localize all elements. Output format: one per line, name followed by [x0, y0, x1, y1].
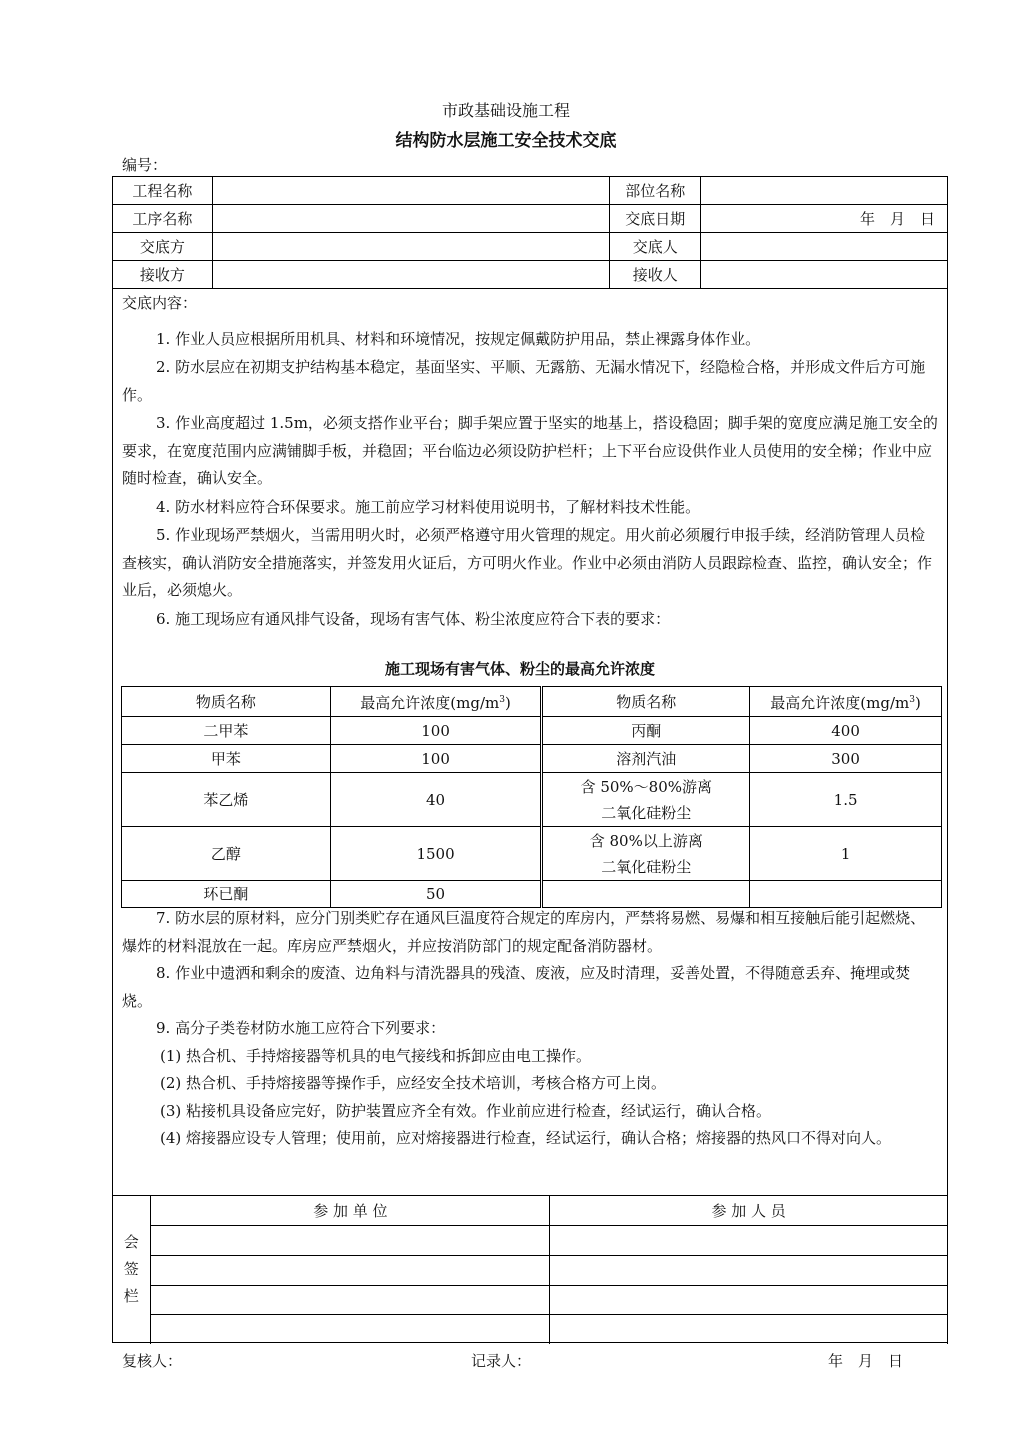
table-cell: 苯乙烯 — [122, 773, 331, 827]
table-row — [113, 261, 948, 289]
receiver-party-field[interactable] — [212, 261, 609, 289]
table-row — [112, 1286, 948, 1315]
table-cell — [542, 881, 750, 908]
giver-person-field[interactable] — [701, 233, 948, 261]
table-cell: 100 — [330, 717, 542, 745]
part-name-field[interactable] — [701, 177, 948, 205]
person-field[interactable] — [550, 1256, 948, 1286]
table-cell: 乙醇 — [122, 827, 331, 881]
table-cell — [750, 881, 942, 908]
document-title: 市政基础设施工程 — [441, 101, 570, 120]
table-row — [112, 1256, 948, 1286]
content-item: 3. 作业高度超过 1.5m，必须支搭作业平台；脚手架应置于坚实的地基上，搭设稳固；脚手架的宽度应满足施工安全的要求，在宽度范围内应满铺脚手板，并稳固；平台临边必须设防护栏杆；上下平台应设供作业人员使用的安全梯；作业中应随时检查，确认安全。 — [122, 414, 938, 487]
table-cell: 含 50%～80%游离 二氧化硅粉尘 — [542, 773, 750, 827]
column-header: 最高允许浓度$(mg/m^3)$ — [750, 687, 942, 717]
content-sub-item: (4) 熔接器应设专人管理；使用前，应对熔接器进行检查，经试运行，确认合格；熔接器的热风口不得对向人。 — [160, 1129, 892, 1147]
giver-person-label: 交底人 — [610, 233, 701, 261]
content-item: 7. 防水层的原材料，应分门别类贮存在通风巨温度符合规定的库房内，严禁将易燃、易爆和相互接触后能引起燃烧、爆炸的材料混放在一起。库房应严禁烟火，并应按消防部门的规定配备消防器材。 — [122, 909, 926, 955]
process-name-label: 工序名称 — [113, 205, 213, 233]
gas-table — [121, 686, 942, 908]
table-cell: 甲苯 — [122, 745, 331, 773]
table-row — [122, 773, 942, 827]
table-row — [112, 1315, 948, 1344]
person-field[interactable] — [550, 1286, 948, 1315]
table-row — [122, 881, 942, 908]
unit-field[interactable] — [151, 1256, 550, 1286]
person-header: 参 加 人 员 — [550, 1196, 948, 1226]
content-item: 2. 防水层应在初期支护结构基本稳定，基面坚实、平顺、无露筋、无漏水情况下，经隐检合格，并形成文件后方可施作。 — [122, 358, 926, 404]
table-cell: 1 — [750, 827, 942, 881]
gas-table-title: 施工现场有害气体、粉尘的最高允许浓度 — [384, 660, 655, 678]
date-field[interactable]: 年 月 日 — [701, 205, 948, 233]
unit-field[interactable] — [151, 1286, 550, 1315]
content-sub-item: (3) 粘接机具设备应完好，防护装置应齐全有效。作业前应进行检查，经试运行，确认合格。 — [160, 1101, 772, 1120]
table-cell: 40 — [330, 773, 542, 827]
content-item: 1. 作业人员应根据所用机具、材料和环境情况，按规定佩戴防护用品，禁止裸露身体作业。 — [156, 329, 761, 348]
content-heading: 交底内容： — [122, 294, 198, 312]
table-row — [122, 717, 942, 745]
table-cell: 100 — [330, 745, 542, 773]
column-header: 最高允许浓度$(mg/m^3)$ — [330, 687, 542, 717]
signature-table — [112, 1195, 948, 1344]
document-subtitle: 结构防水层施工安全技术交底 — [395, 131, 617, 151]
content-item: 5. 作业现场严禁烟火，当需用明火时，必须严格遵守用火管理的规定。用火前必须履行申报手续，经消防管理人员检查核实，确认消防安全措施落实，并签发用火证后，方可明火作业。作业中必须由消防人员跟踪检查、监控，确认安全；作业后，必须熄火。 — [122, 526, 933, 599]
receiver-person-field[interactable] — [701, 261, 948, 289]
reviewer-label: 复核人： — [122, 1352, 183, 1370]
info-table — [112, 176, 948, 289]
table-cell: 50 — [330, 881, 542, 908]
unit-field[interactable] — [151, 1226, 550, 1256]
content-item: 4. 防水材料应符合环保要求。施工前应学习材料使用说明书，了解材料技术性能。 — [156, 497, 701, 516]
content-sub-item: (1) 热合机、手持熔接器等机具的电气接线和拆卸应由电工操作。 — [160, 1046, 592, 1065]
table-cell: 含 80%以上游离 二氧化硅粉尘 — [542, 827, 750, 881]
receiver-person-label: 接收人 — [610, 261, 701, 289]
part-name-label: 部位名称 — [610, 177, 701, 205]
table-row — [113, 177, 948, 205]
disclosure-content — [122, 290, 938, 633]
sign-side-label: 会 签 栏 — [112, 1196, 151, 1344]
content-item: 8. 作业中遗洒和剩余的废渣、边角料与清洗器具的残渣、废液，应及时清理，妥善处置，不得随意丢弃、掩埋或焚烧。 — [122, 964, 911, 1010]
content-sub-item: (2) 热合机、手持熔接器等操作手，应经安全技术培训，考核合格方可上岗。 — [160, 1074, 667, 1092]
table-cell: 环已酮 — [122, 881, 331, 908]
table-cell: 二甲苯 — [122, 717, 331, 745]
project-name-label: 工程名称 — [113, 177, 213, 205]
disclosure-content-continued — [122, 905, 938, 1153]
table-row — [122, 745, 942, 773]
table-cell: 400 — [750, 717, 942, 745]
table-row — [112, 1196, 948, 1226]
receiver-party-label: 接收方 — [113, 261, 213, 289]
column-header: 物质名称 — [122, 687, 331, 717]
unit-header: 参 加 单 位 — [151, 1196, 550, 1226]
giver-party-label: 交底方 — [113, 233, 213, 261]
recorder-label: 记录人： — [471, 1352, 532, 1370]
date-label: 交底日期 — [610, 205, 701, 233]
column-header: 物质名称 — [542, 687, 750, 717]
table-cell: 300 — [750, 745, 942, 773]
table-row — [113, 205, 948, 233]
table-cell: 丙酮 — [542, 717, 750, 745]
table-row — [122, 827, 942, 881]
table-cell: 溶剂汽油 — [542, 745, 750, 773]
giver-party-field[interactable] — [212, 233, 609, 261]
footer-date: 年 月 日 — [828, 1352, 904, 1370]
project-name-field[interactable] — [212, 177, 609, 205]
person-field[interactable] — [550, 1315, 948, 1344]
table-cell: 1.5 — [750, 773, 942, 827]
table-row — [113, 233, 948, 261]
unit-field[interactable] — [151, 1315, 550, 1344]
number-label: 编号： — [122, 156, 168, 174]
person-field[interactable] — [550, 1226, 948, 1256]
table-row — [112, 1226, 948, 1256]
process-name-field[interactable] — [212, 205, 609, 233]
table-row — [122, 687, 942, 717]
content-item: 9. 高分子类卷材防水施工应符合下列要求： — [156, 1019, 446, 1037]
table-cell: 1500 — [330, 827, 542, 881]
content-item: 6. 施工现场应有通风排气设备，现场有害气体、粉尘浓度应符合下表的要求： — [156, 609, 671, 628]
